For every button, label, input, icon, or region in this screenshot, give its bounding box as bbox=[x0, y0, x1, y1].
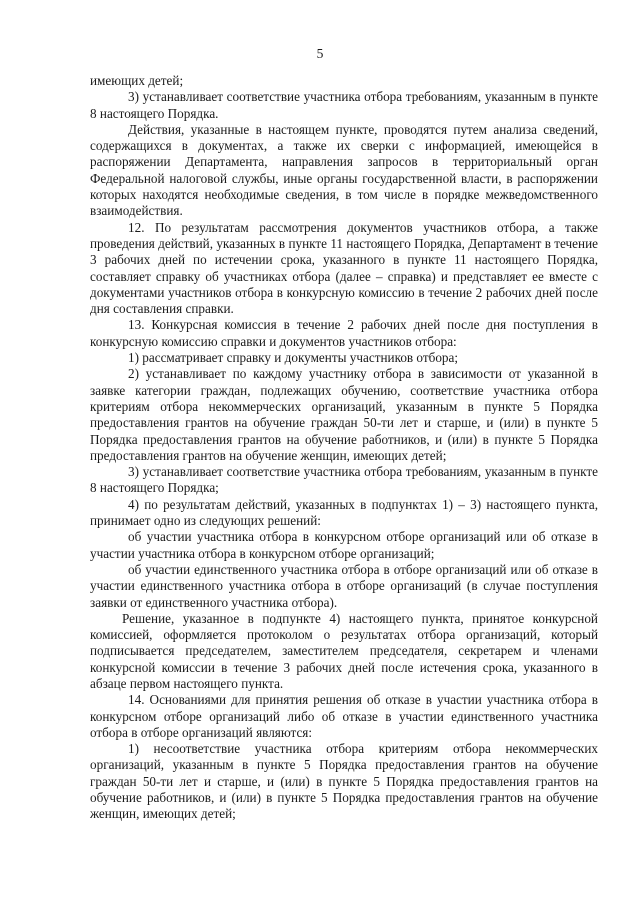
page-number: 5 bbox=[316, 46, 324, 61]
paragraph-13-item-1: 1) рассматривает справку и документы участников отбора; bbox=[128, 350, 459, 366]
paragraph-13-item-2: 2) устанавливает по каждому участнику отбора в зависимости от указанной в заявке категории граждан, подлежащих обучению, соответствие участника отбора критериям отбора некоммерческих организаций, указанным в пункте 5 Порядка предоставления грантов на обучение граждан 50-ти лет и старше, и (или) в пункте 5 Порядка предоставления грантов на обучение работников, и (или) в пункте 5 Порядка предоставления грантов на обучение женщин, имеющих детей; bbox=[90, 366, 598, 463]
paragraph-decision-2: об участии единственного участника отбора в отборе организаций или об отказе в участии единственного участника отбора в отборе организаций (в случае поступления заявки от единственного участника отбора). bbox=[90, 561, 598, 610]
paragraph-item-3: 3) устанавливает соответствие участника отбора требованиям, указанным в пункте 8 настоящего Порядка. bbox=[90, 89, 598, 121]
paragraph-13-item-4: 4) по результатам действий, указанных в подпунктах 1) – 3) настоящего пункта, принимает одно из следующих решений: bbox=[90, 496, 598, 529]
document-body bbox=[90, 73, 598, 823]
paragraph-14-item-1: 1) несоответствие участника отбора критериям отбора некоммерческих организаций, указанным в пункте 5 Порядка предоставления грантов на обучение граждан 50-ти лет и старше, и (или) в пункте 5 Порядка предоставления грантов на обучение работников, и (или) в пункте 5 Порядка предоставления грантов на обучение женщин, имеющих детей; bbox=[90, 741, 598, 822]
paragraph-decision-1: об участии участника отбора в конкурсном отборе организаций или об отказе в участии участника отбора в конкурсном отборе организаций; bbox=[90, 529, 598, 561]
paragraph-13-item-3: 3) устанавливает соответствие участника отбора требованиям, указанным в пункте 8 настоящего Порядка; bbox=[90, 464, 598, 496]
paragraph-protocol: Решение, указанное в подпункте 4) настоящего пункта, принятое конкурсной комиссией, оформляется протоколом о результатах отбора организаций, который подписывается председателем, заместителем председателя, секретарем и членами конкурсной комиссии в течение 3 рабочих дней после истечения срока, указанного в абзаце первом настоящего пункта. bbox=[90, 610, 598, 691]
paragraph-section-12: 12. По результатам рассмотрения документов участников отбора, а также проведения действий, указанных в пункте 11 настоящего Порядка, Департамент в течение 3 рабочих дней по истечении срока, указанного в пункте 11 настоящего Порядка, составляет справку об участниках отбора (далее – справка) и представляет ее вместе с документами участников отбора в конкурсную комиссию в течение 2 рабочих дней после дня составления справки. bbox=[90, 219, 598, 317]
paragraph-continuation: имеющих детей; bbox=[90, 73, 184, 88]
paragraph-section-13: 13. Конкурсная комиссия в течение 2 рабочих дней после дня поступления в конкурсную комиссию справки и документов участников отбора: bbox=[90, 317, 598, 349]
paragraph-actions: Действия, указанные в настоящем пункте, проводятся путем анализа сведений, содержащихся в документах, а также их сверки с информацией, имеющейся в распоряжении Департамента, направления запросов в территориальный орган Федеральной налоговой службы, иные органы государственной власти, в распоряжении которых находятся необходимые сведения, в том числе в порядке межведомственного взаимодействия. bbox=[90, 121, 598, 219]
paragraph-section-14: 14. Основаниями для принятия решения об отказе в участии участника отбора в конкурсном отборе организаций либо об отказе в участии единственного участника отбора в отборе организаций являются: bbox=[90, 692, 598, 740]
